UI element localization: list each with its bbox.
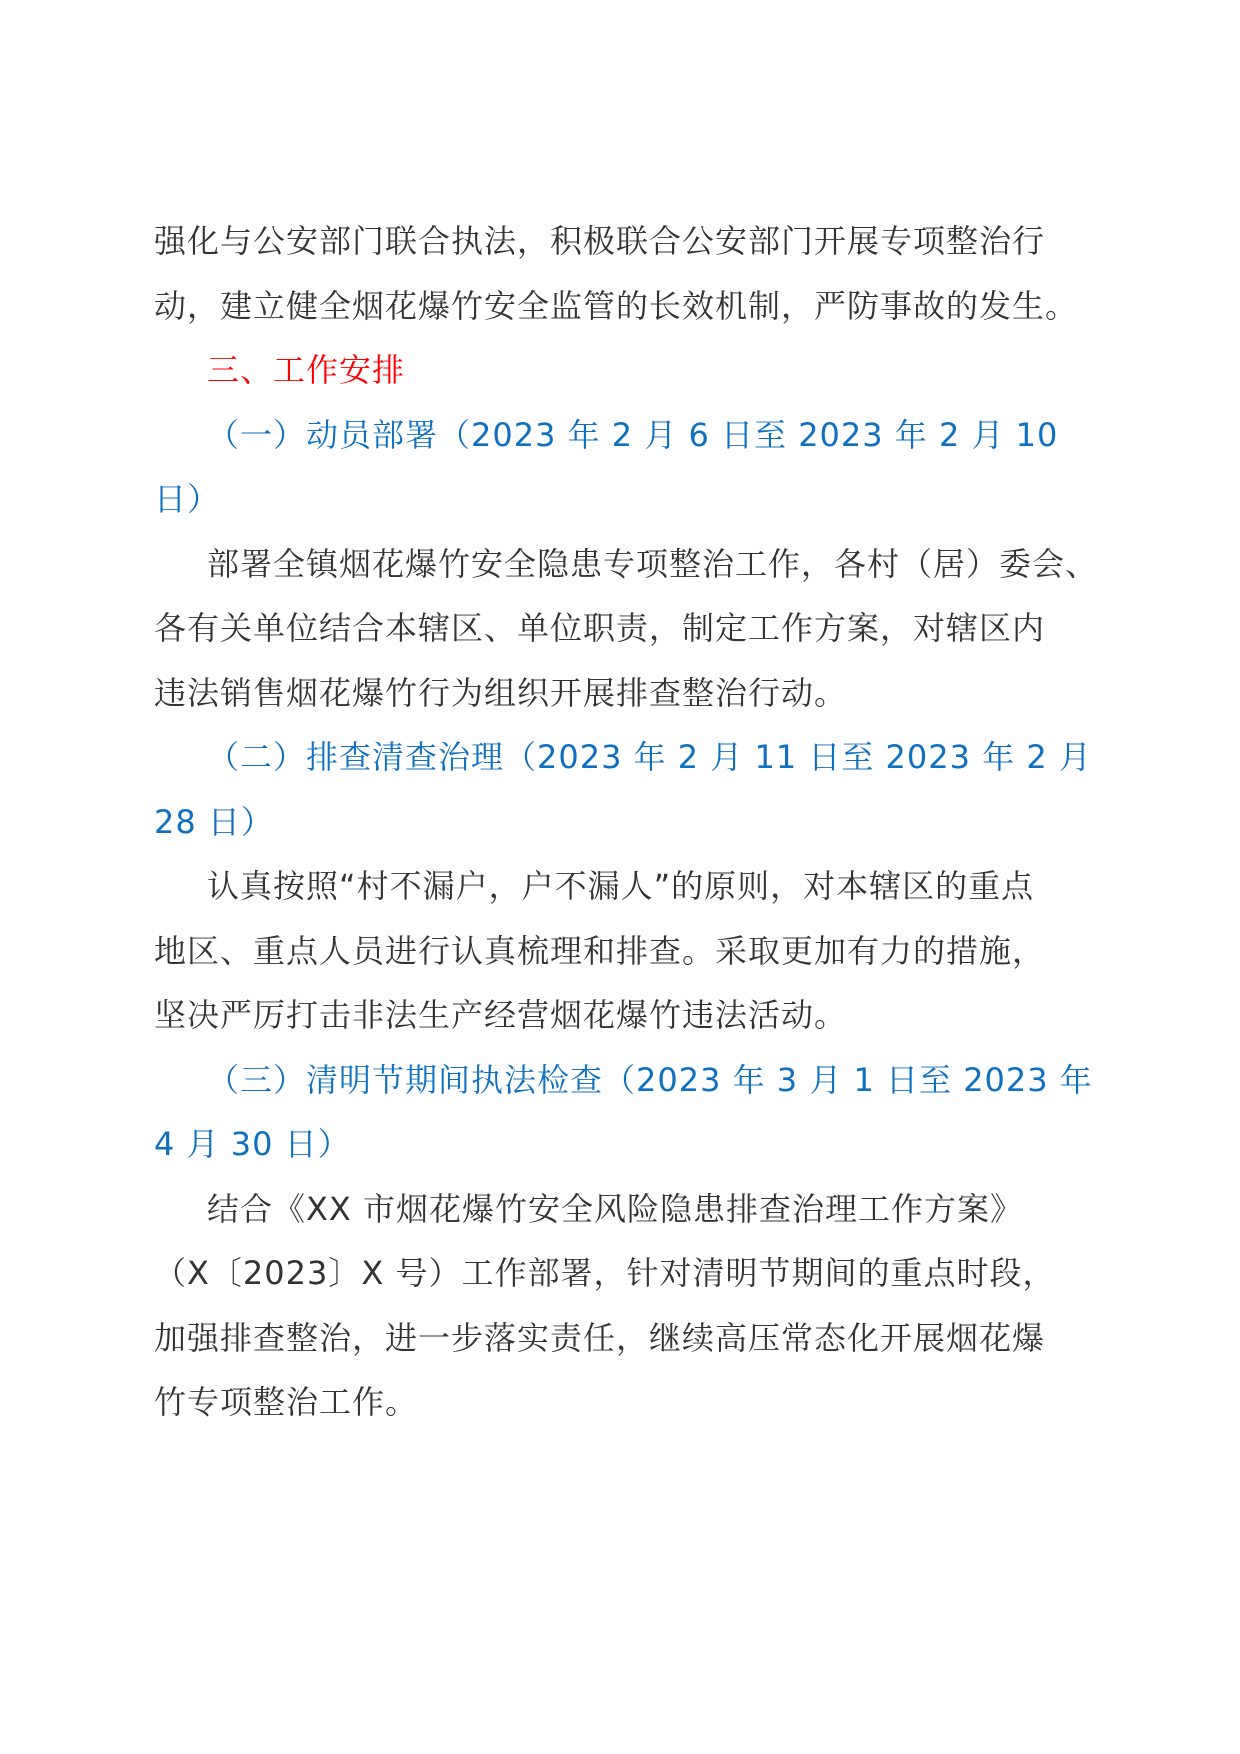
paragraph-line: 动，建立健全烟花爆竹安全监管的长效机制，严防事故的发生。 (154, 286, 1079, 325)
subsection-heading: （二）排查清查治理（2023 年 2 月 11 日至 2023 年 2 月 (207, 738, 1092, 776)
document-page (154, 209, 1099, 1435)
paragraph-line: 违法销售烟花爆竹行为组织开展排查整治行动。 (154, 673, 848, 712)
subsection-heading-continued: 28 日） (154, 802, 274, 841)
subsection-heading-continued: 日） (154, 480, 221, 518)
paragraph-line: 强化与公安部门联合执法，积极联合公安部门开展专项整治行 (154, 222, 1046, 260)
paragraph-line: 地区、重点人员进行认真梳理和排查。采取更加有力的措施， (154, 931, 1046, 970)
paragraph-line: （X〔2023〕X 号）工作部署，针对清明节期间的重点时段， (154, 1254, 1056, 1292)
paragraph-line: 加强排查整治，进一步落实责任，继续高压常态化开展烟花爆 (154, 1318, 1046, 1357)
subsection-heading-continued: 4 月 30 日） (154, 1125, 351, 1163)
paragraph-line: 部署全镇烟花爆竹安全隐患专项整治工作，各村（居）委会、 (207, 544, 1099, 583)
paragraph-line: 结合《XX 市烟花爆竹安全风险隐患排查治理工作方案》 (207, 1189, 1024, 1228)
paragraph-line: 各有关单位结合本辖区、单位职责，制定工作方案，对辖区内 (154, 609, 1046, 647)
paragraph-line: 竹专项整治工作。 (154, 1383, 419, 1421)
subsection-heading: （一）动员部署（2023 年 2 月 6 日至 2023 年 2 月 10 (207, 415, 1059, 454)
paragraph-line: 认真按照“村不漏户，户不漏人”的原则，对本辖区的重点 (207, 867, 1035, 905)
paragraph-line: 坚决严厉打击非法生产经营烟花爆竹违法活动。 (154, 996, 848, 1034)
subsection-heading: （三）清明节期间执法检查（2023 年 3 月 1 日至 2023 年 (207, 1060, 1093, 1099)
section-heading: 三、工作安排 (207, 351, 406, 389)
